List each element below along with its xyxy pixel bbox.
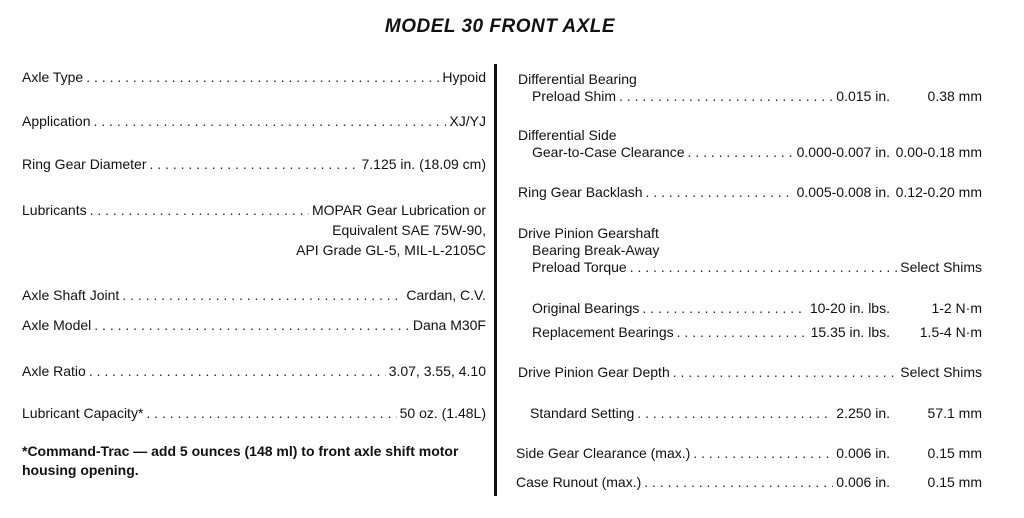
spec-row-replacement-bearings (532, 323, 982, 341)
spec-metric: 0.15 mm (927, 474, 982, 490)
spec-label: Bearing Break-Away (532, 242, 660, 258)
spec-row-gear-to-case-clearance (532, 143, 982, 161)
spec-label: Lubricants (22, 202, 87, 218)
leader-dots (693, 444, 833, 462)
spec-row-axle-ratio (22, 362, 486, 380)
spec-row-ring-gear-backlash (518, 183, 982, 201)
spec-label: Axle Shaft Joint (22, 287, 120, 303)
spec-label: Gear-to-Case Clearance (532, 144, 685, 160)
spec-value: 0.000-0.007 in. (796, 144, 890, 160)
spec-row-preload-torque (532, 258, 982, 276)
leader-dots (150, 155, 359, 173)
spec-label: Preload Shim (532, 88, 617, 104)
spec-value: 0.006 in. (836, 474, 890, 490)
spec-value: Select Shims (900, 364, 982, 380)
spec-metric: 0.38 mm (927, 88, 982, 104)
spec-label: Axle Model (22, 317, 92, 333)
spec-label: Side Gear Clearance (max.) (516, 445, 691, 461)
spec-row-application (22, 112, 486, 130)
spec-value: Dana M30F (412, 317, 486, 333)
spec-row-side-gear-clearance (516, 444, 982, 462)
spec-metric: 0.00-0.18 mm (895, 144, 982, 160)
spec-row-drive-pinion-gear-depth (518, 363, 982, 381)
spec-label: Axle Type (22, 69, 84, 85)
column-divider (494, 64, 497, 496)
spec-row-axle-shaft-joint (22, 286, 486, 304)
spec-label: Standard Setting (530, 405, 635, 421)
leader-dots (89, 362, 386, 380)
spec-value: 15.35 in. lbs. (810, 324, 890, 340)
spec-row-case-runout (516, 473, 982, 491)
spec-value: Select Shims (900, 259, 982, 275)
leader-dots (630, 258, 898, 276)
spec-value-continued: API Grade GL-5, MIL-L-2105C (296, 242, 486, 258)
spec-value: 7.125 in. (18.09 cm) (361, 156, 486, 172)
leader-dots (673, 363, 898, 381)
footnote: *Command-Trac — add 5 ounces (148 ml) to front axle shift motor housing opening. (22, 443, 459, 478)
spec-label: Case Runout (max.) (516, 474, 642, 490)
leader-dots (122, 286, 403, 304)
spec-label: Drive Pinion Gearshaft (518, 225, 659, 241)
spec-label: Ring Gear Backlash (518, 184, 643, 200)
leader-dots (619, 87, 833, 105)
spec-metric: 57.1 mm (927, 405, 982, 421)
spec-label: Original Bearings (532, 300, 640, 316)
spec-row-original-bearings (532, 299, 982, 317)
spec-value: 0.005-0.008 in. (796, 184, 890, 200)
leader-dots (644, 473, 833, 491)
spec-row-axle-type (22, 68, 486, 86)
leader-dots (146, 404, 396, 422)
spec-value-continued: Equivalent SAE 75W-90, (332, 222, 486, 238)
spec-value: XJ/YJ (449, 113, 486, 129)
spec-metric: 1.5-4 N·m (919, 324, 982, 340)
spec-label: Differential Side (518, 127, 617, 143)
spec-row-axle-model (22, 316, 486, 334)
spec-row-ring-gear-diameter (22, 155, 486, 173)
spec-label: Drive Pinion Gear Depth (518, 364, 670, 380)
spec-metric: 0.15 mm (927, 445, 982, 461)
spec-value: 10-20 in. lbs. (809, 300, 890, 316)
spec-value: 0.006 in. (836, 445, 890, 461)
leader-dots (94, 316, 410, 334)
spec-label: Axle Ratio (22, 363, 86, 379)
spec-value: MOPAR Gear Lubrication or (311, 202, 486, 218)
leader-dots (642, 299, 806, 317)
spec-label: Ring Gear Diameter (22, 156, 147, 172)
spec-value: 2.250 in. (836, 405, 890, 421)
leader-dots (688, 143, 794, 161)
spec-row-standard-setting (530, 404, 982, 422)
spec-metric: 1-2 N·m (931, 300, 982, 316)
spec-value: 0.015 in. (836, 88, 890, 104)
leader-dots (637, 404, 833, 422)
leader-dots (86, 68, 439, 86)
spec-value: 50 oz. (1.48L) (399, 405, 486, 421)
spec-value: Hypoid (442, 69, 486, 85)
spec-value: 3.07, 3.55, 4.10 (388, 363, 486, 379)
page-title: MODEL 30 FRONT AXLE (384, 16, 616, 37)
spec-row-diff-bearing-preload-shim (532, 87, 982, 105)
leader-dots (90, 201, 309, 219)
spec-row-lubricants (22, 201, 486, 219)
spec-label: Preload Torque (532, 259, 627, 275)
spec-label: Differential Bearing (518, 71, 637, 87)
spec-row-lubricant-capacity (22, 404, 486, 422)
leader-dots (646, 183, 794, 201)
spec-metric: 0.12-0.20 mm (895, 184, 982, 200)
leader-dots (94, 112, 447, 130)
spec-value: Cardan, C.V. (406, 287, 486, 303)
spec-label: Lubricant Capacity* (22, 405, 144, 421)
spec-label: Application (22, 113, 91, 129)
spec-label: Replacement Bearings (532, 324, 674, 340)
leader-dots (677, 323, 808, 341)
